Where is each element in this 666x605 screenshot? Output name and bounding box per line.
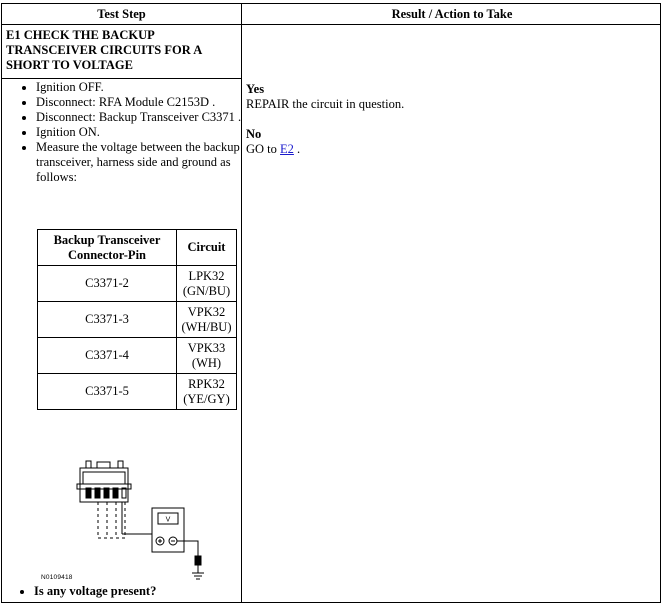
table-row [38, 338, 237, 374]
cell-pin: C3371-4 [38, 338, 177, 374]
table-row [38, 374, 237, 410]
result-column [246, 82, 404, 157]
instruction-item: • Disconnect: Backup Transceiver C3371 . [36, 110, 252, 125]
table-row [38, 266, 237, 302]
header-divider [2, 24, 660, 25]
cell-pin: C3371-3 [38, 302, 177, 338]
no-action [246, 142, 404, 157]
question-list [14, 584, 250, 599]
col-header-circuit: Circuit [177, 230, 237, 266]
connector-icon [77, 461, 131, 502]
step-title: E1 CHECK THE BACKUP TRANSCEIVER CIRCUITS FOR A SHORT TO VOLTAGE [6, 28, 202, 72]
ground-icon [192, 573, 204, 579]
cell-pin: C3371-2 [38, 266, 177, 302]
instruction-item: • Disconnect: RFA Module C2153D . [36, 95, 252, 110]
col-header-connector-pin: Backup Transceiver Connector-Pin [38, 230, 177, 266]
header-test-step: Test Step [97, 7, 146, 21]
cell-circuit: VPK33 (WH) [177, 338, 237, 374]
figure-id: N0109418 [41, 574, 73, 581]
pin-circuit-table [37, 229, 237, 410]
cell-pin: C3371-5 [38, 374, 177, 410]
yes-action: REPAIR the circuit in question. [246, 97, 405, 111]
table-row [38, 302, 237, 338]
goto-e2-link[interactable]: E2 [280, 142, 294, 156]
question-item: • Is any voltage present? [34, 584, 250, 599]
cell-circuit: LPK32 (GN/BU) [177, 266, 237, 302]
cell-circuit: VPK32 (WH/BU) [177, 302, 237, 338]
voltmeter-connector-diagram [40, 456, 220, 586]
harness-wires [98, 502, 125, 538]
no-action-suffix: . [293, 142, 301, 156]
no-action-prefix: GO to [246, 142, 281, 156]
meter-label: V [165, 516, 171, 524]
instruction-item: • Ignition OFF. [36, 80, 252, 95]
voltmeter-icon [152, 508, 184, 552]
header-result-action: Result / Action to Take [391, 7, 513, 21]
yes-label: Yes [246, 82, 265, 96]
cell-circuit: RPK32 (YE/GY) [177, 374, 237, 410]
title-divider [2, 78, 241, 79]
no-label: No [246, 127, 262, 141]
instruction-item: • Ignition ON. [36, 125, 252, 140]
step-instructions [16, 80, 252, 185]
instruction-item: • Measure the voltage between the backup transceiver, harness side and ground as follows: [36, 140, 252, 185]
